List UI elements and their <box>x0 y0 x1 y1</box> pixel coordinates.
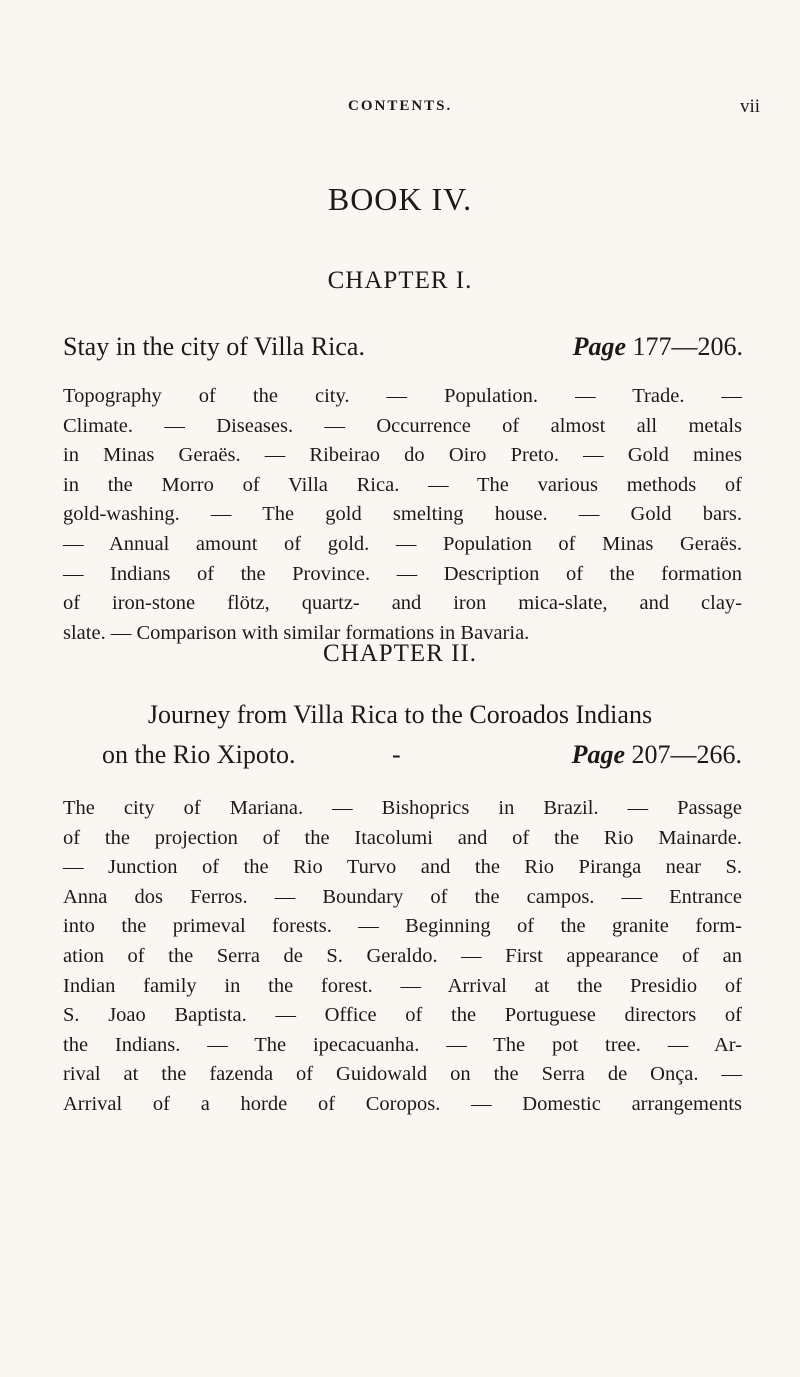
book-heading: BOOK IV. <box>327 181 473 217</box>
summary-line: of the projection of the Itacolumi and of the Rio Mainarde. <box>63 826 742 849</box>
chapter-2-summary <box>63 794 742 1120</box>
summary-line: slate. — Comparison with similar formations in Bavaria. <box>63 621 530 644</box>
running-title: CONTENTS. <box>348 98 453 114</box>
summary-line: Anna dos Ferros. — Boundary of the campos. — Entrance <box>63 885 742 908</box>
summary-line: the Indians. — The ipecacuanha. — The pot tree. — Ar- <box>63 1033 742 1056</box>
chapter-2-title-text: on the Rio Xipoto. <box>102 740 296 769</box>
summary-line: gold-washing. — The gold smelting house. — Gold bars. <box>63 503 742 526</box>
chapter-2-title-line-1: Journey from Villa Rica to the Coroados Indians <box>147 700 653 729</box>
summary-line: into the primeval forests. — Beginning of the granite form- <box>63 915 742 938</box>
chapter-2-heading: CHAPTER II. <box>322 640 478 667</box>
running-header <box>0 98 800 122</box>
chapter-1-heading: CHAPTER I. <box>327 267 473 294</box>
summary-line: Topography of the city. — Population. — Trade. — <box>63 385 742 407</box>
chapter-1-summary <box>63 382 742 648</box>
chapter-1-page-range: 177—206. <box>632 332 743 361</box>
summary-line: — Indians of the Province. — Description of the formation <box>63 562 742 585</box>
summary-line: The city of Mariana. — Bishoprics in Brazil. — Passage <box>63 797 742 819</box>
chapter-1-title <box>63 332 743 362</box>
chapter-1-title-text: Stay in the city of Villa Rica. <box>63 332 365 361</box>
chapter-2-page-ref <box>572 740 742 770</box>
summary-line: Arrival of a horde of Coropos. — Domestic arrangements <box>63 1092 742 1115</box>
summary-line: S. Joao Baptista. — Office of the Portuguese directors of <box>63 1004 742 1027</box>
summary-line: ation of the Serra de S. Geraldo. — First appearance of an <box>63 944 742 967</box>
chapter-2-title-line-2 <box>102 740 742 770</box>
chapter-2-page-range: 207—266. <box>631 740 742 769</box>
summary-line: in the Morro of Villa Rica. — The various methods of <box>63 473 742 496</box>
chapter-2-title-dash: - <box>392 740 401 769</box>
summary-line: Climate. — Diseases. — Occurrence of almost all metals <box>63 414 742 437</box>
chapter-2-page-label: Page <box>571 740 625 769</box>
chapter-1-page-label: Page <box>572 332 626 361</box>
summary-line: — Annual amount of gold. — Population of Minas Geraës. <box>63 532 742 555</box>
summary-line: in Minas Geraës. — Ribeirao do Oiro Preto. — Gold mines <box>63 444 742 467</box>
summary-line: of iron-stone flötz, quartz- and iron mica-slate, and clay- <box>63 592 742 615</box>
chapter-1-page-ref <box>573 332 743 362</box>
summary-line: rival at the fazenda of Guidowald on the Serra de Onça. — <box>63 1063 742 1086</box>
page-number: vii <box>740 96 761 117</box>
summary-line: Indian family in the forest. — Arrival at the Presidio of <box>63 974 742 997</box>
summary-line: — Junction of the Rio Turvo and the Rio Piranga near S. <box>63 856 742 879</box>
